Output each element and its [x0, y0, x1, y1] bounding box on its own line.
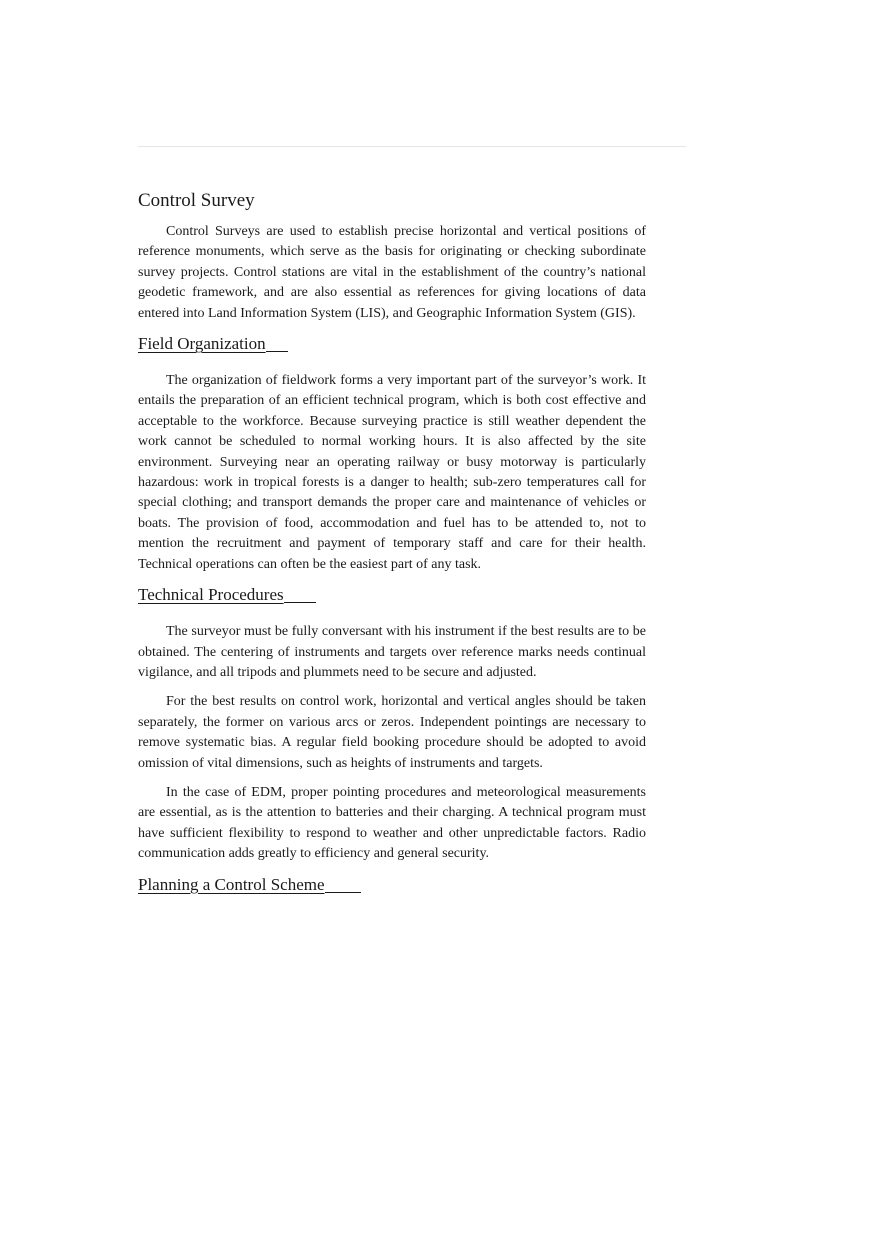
document-body: [138, 189, 646, 912]
section-field-organization: [138, 333, 646, 363]
body-paragraph: For the best results on control work, horizontal and vertical angles should be taken separately, the former on various arcs or zeros. Independent pointings are necessary to remove systematic bias. A regular field booking procedure should be adopted to avoid omission of vital dimensions, such as heights of instruments and targets.: [138, 694, 646, 771]
section-heading: Technical Procedures: [138, 585, 284, 605]
section-heading: Planning a Control Scheme: [138, 874, 325, 894]
heading-underline: [325, 874, 361, 893]
heading-underline: [266, 333, 288, 352]
header-rule: [138, 146, 686, 147]
heading-underline: [284, 584, 316, 603]
section-planning-control-scheme: [138, 874, 646, 904]
section-heading: Field Organization: [138, 334, 266, 354]
body-paragraph: In the case of EDM, proper pointing procedures and meteorological measurements are essential, as is the attention to batteries and their charging. A technical program must have sufficient flexibility to respond to weather and other unpredictable factors. Radio communication adds greatly to efficiency and general security.: [138, 784, 646, 862]
body-paragraph: The organization of fieldwork forms a very important part of the surveyor’s work. It entails the preparation of an efficient technical program, which is both cost effective and acceptable to the workforce. Because surveying practice is still weather dependent the work cannot be scheduled to normal working hours. It is also affected by the site environment. Surveying near an operating railway or busy motorway is particularly hazardous: work in tropical forests is a danger to health; sub-zero temperatures call for special clothing; and transport demands the proper care and maintenance of vehicles or boats. The provision of food, accommodation and fuel has to be attended to, not to mention the recruitment and payment of temporary staff and care for their health. Technical operations can often be the easiest part of any task.: [138, 373, 646, 572]
body-paragraph: The surveyor must be fully conversant with his instrument if the best results are to be obtained. The centering of instruments and targets over reference marks needs continual vigilance, and all tripods and plummets need to be secure and adjusted.: [138, 624, 646, 680]
intro-paragraph: Control Surveys are used to establish precise horizontal and vertical positions of reference monuments, which serve as the basis for originating or checking subordinate survey projects. Control stations are vital in the establishment of the country’s national geodetic framework, and are also essential as references for giving locations of data entered into Land Information System (LIS), and Geographic Information System (GIS).: [138, 224, 646, 321]
section-technical-procedures: [138, 584, 646, 614]
document-title: Control Survey: [138, 190, 255, 211]
